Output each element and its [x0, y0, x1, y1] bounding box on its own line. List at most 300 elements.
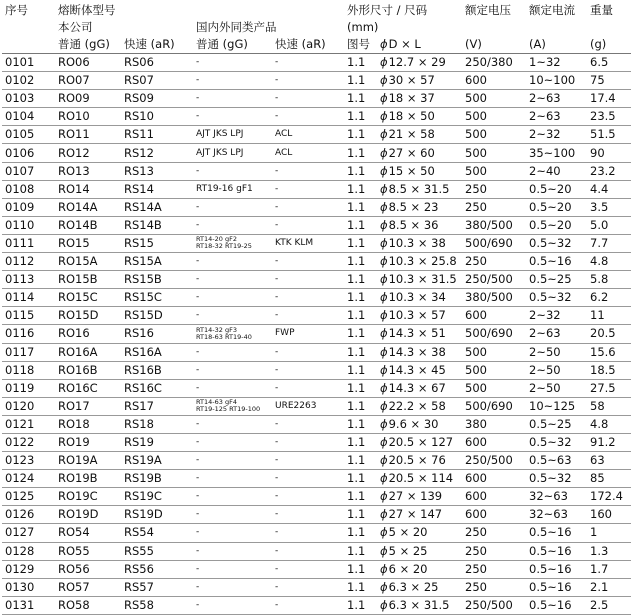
cell-current: 2~63 — [526, 108, 587, 126]
cell-voltage: 600 — [462, 506, 526, 524]
cell-seq: 0111 — [2, 234, 55, 252]
cell-fig-no: 1.1 — [344, 361, 377, 379]
cell-company-fast: RS09 — [121, 90, 193, 108]
cell-fig-no: 1.1 — [344, 198, 377, 216]
cell-domestic-fast: - — [272, 108, 344, 126]
table-row — [2, 470, 631, 488]
table-row — [2, 253, 631, 271]
cell-seq: 0116 — [2, 325, 55, 343]
cell-weight: 15.6 — [587, 343, 631, 361]
dimension-value: 10.3 × 25.8 — [388, 254, 457, 269]
cell-domestic-normal: - — [193, 289, 272, 307]
cell-domestic-normal: - — [193, 596, 272, 614]
table-row — [2, 325, 631, 343]
dimension-value: 10.3 × 38 — [388, 235, 446, 250]
cell-company-fast: RS10 — [121, 108, 193, 126]
cell-voltage: 600 — [462, 470, 526, 488]
dimension-value: 20.5 × 127 — [388, 435, 454, 450]
cell-domestic-normal: RT14-32 gF3 RT18-63 RT19-40 — [193, 325, 272, 343]
cell-domestic-fast: - — [272, 72, 344, 90]
cell-voltage: 250 — [462, 560, 526, 578]
cell-voltage: 250 — [462, 578, 526, 596]
phi-symbol: ϕ — [380, 326, 388, 341]
header-fuse-model: 熔断体型号 — [58, 3, 116, 17]
dimension-value: 20.5 × 76 — [388, 453, 446, 468]
cell-current: 0.5~16 — [526, 253, 587, 271]
cell-dimensions — [377, 452, 462, 470]
cell-company-normal: RO16B — [55, 361, 121, 379]
cell-domestic-normal: - — [193, 162, 272, 180]
cell-domestic-fast: - — [272, 271, 344, 289]
header-company-fast: 快速 (aR) — [121, 36, 193, 54]
phi-symbol: ϕ — [380, 37, 388, 51]
cell-dimensions — [377, 253, 462, 271]
cell-voltage: 250/500 — [462, 596, 526, 614]
table-row — [2, 271, 631, 289]
header-fig-no: 图号 — [344, 36, 377, 54]
cell-fig-no: 1.1 — [344, 343, 377, 361]
cell-voltage: 250 — [462, 253, 526, 271]
table-row — [2, 108, 631, 126]
cell-company-fast: RS54 — [121, 524, 193, 542]
cell-domestic-fast: - — [272, 162, 344, 180]
dimension-value: 21 × 58 — [388, 127, 435, 142]
phi-symbol: ϕ — [380, 561, 388, 576]
table-row — [2, 126, 631, 144]
cell-dimensions — [377, 90, 462, 108]
cell-company-normal: RO15 — [55, 234, 121, 252]
cell-dimensions — [377, 560, 462, 578]
cell-company-normal: RO14 — [55, 180, 121, 198]
cell-company-normal: RO19 — [55, 433, 121, 451]
cell-current: 0.5~16 — [526, 596, 587, 614]
table-row — [2, 596, 631, 614]
cell-fig-no: 1.1 — [344, 433, 377, 451]
cell-dimensions — [377, 343, 462, 361]
phi-symbol: ϕ — [380, 181, 388, 196]
cell-company-normal: RO14A — [55, 198, 121, 216]
cell-weight: 6.5 — [587, 54, 631, 72]
cell-voltage: 500 — [462, 144, 526, 162]
cell-voltage: 500 — [462, 126, 526, 144]
table-row — [2, 198, 631, 216]
phi-symbol: ϕ — [380, 55, 388, 70]
cell-current: 0.5~32 — [526, 470, 587, 488]
cell-current: 0.5~16 — [526, 578, 587, 596]
header-voltage: 额定电压 — [465, 3, 511, 17]
cell-domestic-fast: ACL — [272, 126, 344, 144]
header-current: 额定电流 — [529, 3, 575, 17]
cell-voltage: 250 — [462, 524, 526, 542]
cell-voltage: 500 — [462, 343, 526, 361]
table-row — [2, 506, 631, 524]
cell-dimensions — [377, 488, 462, 506]
cell-weight: 5.0 — [587, 216, 631, 234]
table-row — [2, 72, 631, 90]
cell-domestic-fast: - — [272, 560, 344, 578]
cell-seq: 0108 — [2, 180, 55, 198]
cell-fig-no: 1.1 — [344, 452, 377, 470]
table-row — [2, 560, 631, 578]
cell-voltage: 600 — [462, 307, 526, 325]
cell-fig-no: 1.1 — [344, 596, 377, 614]
phi-symbol: ϕ — [380, 91, 388, 106]
cell-company-normal: RO55 — [55, 542, 121, 560]
cell-seq: 0113 — [2, 271, 55, 289]
cell-dimensions — [377, 234, 462, 252]
cell-domestic-fast: - — [272, 433, 344, 451]
cell-weight: 75 — [587, 72, 631, 90]
cell-seq: 0120 — [2, 397, 55, 415]
cell-company-fast: RS15 — [121, 234, 193, 252]
cell-weight: 91.2 — [587, 433, 631, 451]
cell-domestic-fast: - — [272, 578, 344, 596]
cell-voltage: 500 — [462, 162, 526, 180]
cell-domestic-normal: AJT JKS LPJ — [193, 126, 272, 144]
cell-company-normal: RO19B — [55, 470, 121, 488]
cell-domestic-fast: - — [272, 524, 344, 542]
cell-weight: 11 — [587, 307, 631, 325]
cell-company-normal: RO57 — [55, 578, 121, 596]
cell-seq: 0105 — [2, 126, 55, 144]
cell-fig-no: 1.1 — [344, 144, 377, 162]
cell-seq: 0110 — [2, 216, 55, 234]
cell-company-normal: RO19C — [55, 488, 121, 506]
cell-seq: 0129 — [2, 560, 55, 578]
cell-voltage: 250 — [462, 542, 526, 560]
cell-current: 32~63 — [526, 488, 587, 506]
cell-company-fast: RS14 — [121, 180, 193, 198]
cell-seq: 0118 — [2, 361, 55, 379]
header-current-unit: (A) — [526, 36, 587, 54]
cell-domestic-fast: FWP — [272, 325, 344, 343]
cell-voltage: 250/500 — [462, 271, 526, 289]
phi-symbol: ϕ — [380, 109, 388, 124]
cell-fig-no: 1.1 — [344, 470, 377, 488]
cell-domestic-fast: - — [272, 361, 344, 379]
cell-dimensions — [377, 108, 462, 126]
cell-weight: 27.5 — [587, 379, 631, 397]
cell-voltage: 500 — [462, 108, 526, 126]
cell-domestic-normal: - — [193, 361, 272, 379]
phi-symbol: ϕ — [380, 398, 388, 413]
dimension-value: 18 × 37 — [388, 91, 435, 106]
table-row — [2, 542, 631, 560]
cell-seq: 0125 — [2, 488, 55, 506]
dimension-value: 15 × 50 — [388, 163, 435, 178]
cell-domestic-fast: - — [272, 343, 344, 361]
cell-seq: 0122 — [2, 433, 55, 451]
cell-domestic-normal: - — [193, 560, 272, 578]
cell-weight: 2.5 — [587, 596, 631, 614]
dimension-value: 5 × 20 — [388, 525, 428, 540]
cell-dimensions — [377, 470, 462, 488]
cell-weight: 17.4 — [587, 90, 631, 108]
dimension-value: 12.7 × 29 — [388, 55, 446, 70]
cell-domestic-fast: ACL — [272, 144, 344, 162]
cell-domestic-fast: - — [272, 506, 344, 524]
cell-company-normal: RO15D — [55, 307, 121, 325]
table-row — [2, 415, 631, 433]
cell-company-fast: RS14A — [121, 198, 193, 216]
phi-symbol: ϕ — [380, 362, 388, 377]
cell-weight: 4.8 — [587, 253, 631, 271]
cell-company-normal: RO16 — [55, 325, 121, 343]
cell-weight: 1.3 — [587, 542, 631, 560]
cell-company-fast: RS15D — [121, 307, 193, 325]
table-row — [2, 361, 631, 379]
cell-company-fast: RS11 — [121, 126, 193, 144]
header-voltage-unit: (V) — [462, 36, 526, 54]
cell-dimensions — [377, 578, 462, 596]
table-row — [2, 343, 631, 361]
cell-dimensions — [377, 506, 462, 524]
cell-domestic-normal: AJT JKS LPJ — [193, 144, 272, 162]
table-header — [2, 2, 631, 54]
cell-company-fast: RS07 — [121, 72, 193, 90]
cell-seq: 0103 — [2, 90, 55, 108]
cell-seq: 0117 — [2, 343, 55, 361]
cell-domestic-fast: - — [272, 379, 344, 397]
cell-company-normal: RO13 — [55, 162, 121, 180]
cell-company-normal: RO09 — [55, 90, 121, 108]
cell-dimensions — [377, 216, 462, 234]
cell-fig-no: 1.1 — [344, 234, 377, 252]
cell-voltage: 380/500 — [462, 289, 526, 307]
dimension-value: 5 × 25 — [388, 543, 428, 558]
cell-domestic-fast: - — [272, 307, 344, 325]
cell-weight: 51.5 — [587, 126, 631, 144]
cell-weight: 23.2 — [587, 162, 631, 180]
phi-symbol: ϕ — [380, 73, 388, 88]
cell-fig-no: 1.1 — [344, 488, 377, 506]
dimension-value: 10.3 × 31.5 — [388, 272, 457, 287]
cell-fig-no: 1.1 — [344, 506, 377, 524]
cell-dimensions — [377, 433, 462, 451]
cell-fig-no: 1.1 — [344, 162, 377, 180]
header-company-normal: 普通 (gG) — [55, 36, 121, 54]
cell-company-normal: RO06 — [55, 54, 121, 72]
cell-domestic-fast: - — [272, 54, 344, 72]
header-company: 本公司 — [58, 20, 93, 34]
dimension-value: 6.3 × 31.5 — [388, 597, 450, 612]
table-row — [2, 452, 631, 470]
cell-voltage: 600 — [462, 433, 526, 451]
cell-seq: 0130 — [2, 578, 55, 596]
cell-domestic-normal: - — [193, 415, 272, 433]
header-dl-text: D × L — [388, 37, 421, 51]
cell-company-normal: RO19D — [55, 506, 121, 524]
dimension-value: 6 × 20 — [388, 561, 428, 576]
dimension-value: 14.3 × 51 — [388, 326, 446, 341]
dimension-value: 18 × 50 — [388, 109, 435, 124]
cell-weight: 5.8 — [587, 271, 631, 289]
header-dimensions — [344, 2, 462, 36]
phi-symbol: ϕ — [380, 507, 388, 522]
table-row — [2, 307, 631, 325]
cell-weight: 90 — [587, 144, 631, 162]
phi-symbol: ϕ — [380, 199, 388, 214]
cell-company-fast: RS15C — [121, 289, 193, 307]
cell-seq: 0109 — [2, 198, 55, 216]
cell-domestic-normal: - — [193, 470, 272, 488]
cell-fig-no: 1.1 — [344, 578, 377, 596]
cell-domestic-normal: - — [193, 90, 272, 108]
cell-company-normal: RO58 — [55, 596, 121, 614]
cell-seq: 0101 — [2, 54, 55, 72]
dimension-value: 14.3 × 38 — [388, 344, 446, 359]
cell-seq: 0104 — [2, 108, 55, 126]
phi-symbol: ϕ — [380, 272, 388, 287]
cell-seq: 0106 — [2, 144, 55, 162]
cell-seq: 0121 — [2, 415, 55, 433]
cell-current: 0.5~16 — [526, 542, 587, 560]
cell-current: 2~63 — [526, 325, 587, 343]
dimension-value: 10.3 × 34 — [388, 290, 446, 305]
dimension-value: 30 × 57 — [388, 73, 435, 88]
cell-voltage: 600 — [462, 488, 526, 506]
cell-dimensions — [377, 596, 462, 614]
cell-weight: 7.7 — [587, 234, 631, 252]
cell-company-normal: RO12 — [55, 144, 121, 162]
cell-voltage: 500 — [462, 379, 526, 397]
cell-seq: 0131 — [2, 596, 55, 614]
cell-current: 2~40 — [526, 162, 587, 180]
cell-domestic-normal: RT19-16 gF1 — [193, 180, 272, 198]
table-row — [2, 54, 631, 72]
dimension-value: 14.3 × 67 — [388, 380, 446, 395]
cell-current: 2~50 — [526, 361, 587, 379]
cell-company-fast: RS18 — [121, 415, 193, 433]
cell-company-fast: RS17 — [121, 397, 193, 415]
cell-voltage: 500/690 — [462, 325, 526, 343]
cell-current: 0.5~16 — [526, 524, 587, 542]
header-domestic-foreign: 国内外同类产品 — [196, 20, 277, 34]
cell-company-normal: RO16C — [55, 379, 121, 397]
phi-symbol: ϕ — [380, 543, 388, 558]
cell-dimensions — [377, 307, 462, 325]
cell-dimensions — [377, 72, 462, 90]
cell-current: 10~100 — [526, 72, 587, 90]
cell-domestic-fast: - — [272, 289, 344, 307]
cell-weight: 23.5 — [587, 108, 631, 126]
header-seq: 序号 — [5, 3, 28, 17]
cell-seq: 0126 — [2, 506, 55, 524]
dimension-value: 9.6 × 30 — [388, 416, 439, 431]
cell-weight: 6.2 — [587, 289, 631, 307]
cell-current: 2~50 — [526, 379, 587, 397]
cell-company-normal: RO15B — [55, 271, 121, 289]
cell-company-fast: RS19A — [121, 452, 193, 470]
cell-domestic-normal: - — [193, 506, 272, 524]
cell-domestic-normal: - — [193, 253, 272, 271]
cell-dimensions — [377, 379, 462, 397]
cell-domestic-normal: RT14-20 gF2 RT18-32 RT19-25 — [193, 234, 272, 252]
phi-symbol: ϕ — [380, 435, 388, 450]
cell-domestic-normal: - — [193, 452, 272, 470]
cell-company-fast: RS16C — [121, 379, 193, 397]
cell-weight: 2.1 — [587, 578, 631, 596]
cell-fig-no: 1.1 — [344, 524, 377, 542]
header-weight: 重量 — [590, 3, 613, 17]
cell-seq: 0119 — [2, 379, 55, 397]
header-dimensions-line1: 外形尺寸 / 尺码 — [347, 3, 428, 17]
cell-dimensions — [377, 542, 462, 560]
cell-seq: 0128 — [2, 542, 55, 560]
cell-fig-no: 1.1 — [344, 253, 377, 271]
cell-weight: 3.5 — [587, 198, 631, 216]
cell-current: 2~50 — [526, 343, 587, 361]
cell-voltage: 500/690 — [462, 234, 526, 252]
dimension-value: 6.3 × 25 — [388, 579, 439, 594]
cell-seq: 0124 — [2, 470, 55, 488]
cell-domestic-fast: - — [272, 596, 344, 614]
cell-company-normal: RO17 — [55, 397, 121, 415]
cell-dimensions — [377, 271, 462, 289]
cell-domestic-normal: - — [193, 271, 272, 289]
cell-company-normal: RO15A — [55, 253, 121, 271]
table-row — [2, 397, 631, 415]
phi-symbol: ϕ — [380, 525, 388, 540]
cell-current: 32~63 — [526, 506, 587, 524]
cell-current: 0.5~32 — [526, 289, 587, 307]
cell-weight: 85 — [587, 470, 631, 488]
cell-company-normal: RO07 — [55, 72, 121, 90]
dimension-value: 8.5 × 31.5 — [388, 181, 450, 196]
cell-domestic-fast: - — [272, 470, 344, 488]
cell-dimensions — [377, 54, 462, 72]
cell-dimensions — [377, 397, 462, 415]
header-domestic-normal: 普通 (gG) — [193, 36, 272, 54]
table-row — [2, 216, 631, 234]
cell-dimensions — [377, 289, 462, 307]
cell-dimensions — [377, 198, 462, 216]
phi-symbol: ϕ — [380, 290, 388, 305]
cell-current: 2~63 — [526, 90, 587, 108]
cell-fig-no: 1.1 — [344, 542, 377, 560]
cell-weight: 160 — [587, 506, 631, 524]
cell-domestic-fast: - — [272, 253, 344, 271]
phi-symbol: ϕ — [380, 308, 388, 323]
phi-symbol: ϕ — [380, 217, 388, 232]
cell-dimensions — [377, 162, 462, 180]
dimension-value: 22.2 × 58 — [388, 398, 446, 413]
dimension-value: 8.5 × 23 — [388, 199, 439, 214]
phi-symbol: ϕ — [380, 597, 388, 612]
cell-company-fast: RS55 — [121, 542, 193, 560]
cell-company-fast: RS19B — [121, 470, 193, 488]
cell-domestic-normal: - — [193, 54, 272, 72]
cell-weight: 20.5 — [587, 325, 631, 343]
table-row — [2, 162, 631, 180]
cell-domestic-normal: - — [193, 72, 272, 90]
cell-company-normal: RO54 — [55, 524, 121, 542]
cell-domestic-normal: - — [193, 108, 272, 126]
cell-domestic-fast: - — [272, 90, 344, 108]
phi-symbol: ϕ — [380, 471, 388, 486]
cell-voltage: 250/500 — [462, 452, 526, 470]
cell-seq: 0102 — [2, 72, 55, 90]
cell-weight: 1.7 — [587, 560, 631, 578]
cell-dimensions — [377, 126, 462, 144]
table-row — [2, 488, 631, 506]
header-dimensions-line2: (mm) — [347, 20, 379, 34]
cell-company-normal: RO16A — [55, 343, 121, 361]
cell-domestic-normal: RT14-63 gF4 RT19-125 RT19-100 — [193, 397, 272, 415]
table-row — [2, 289, 631, 307]
cell-voltage: 500/690 — [462, 397, 526, 415]
dimension-value: 27 × 147 — [388, 507, 443, 522]
